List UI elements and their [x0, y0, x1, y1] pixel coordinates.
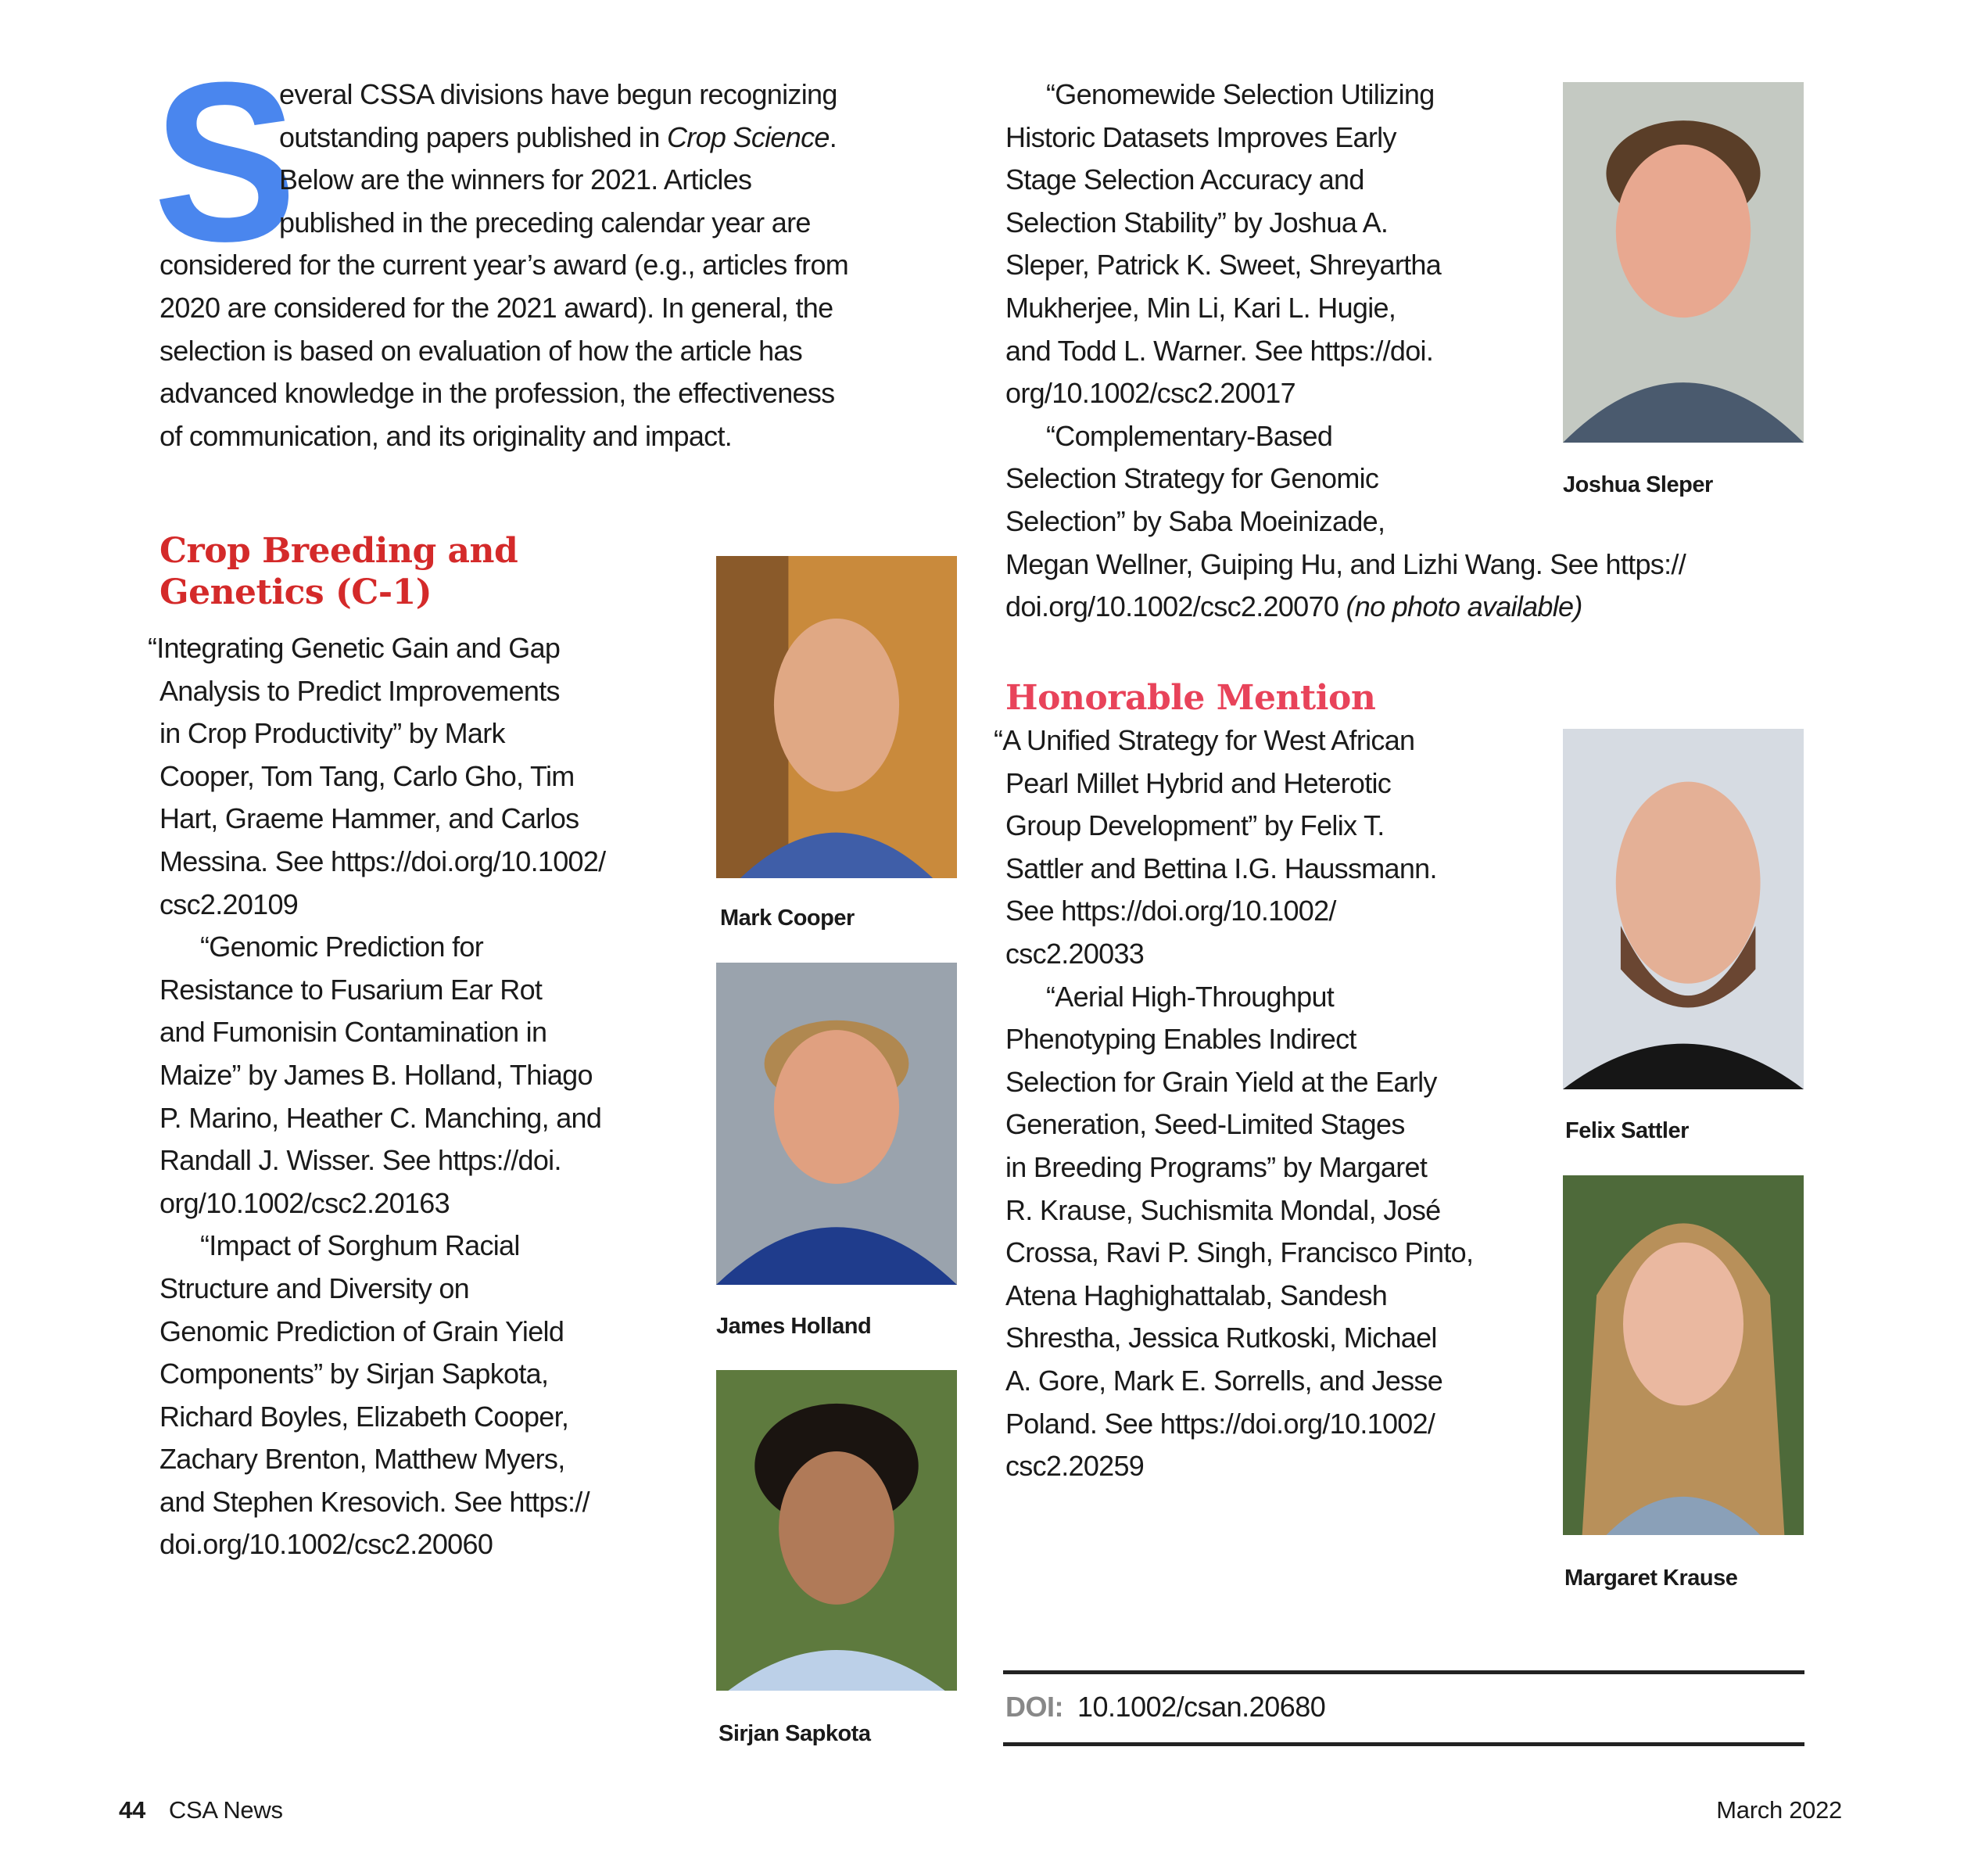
text-segment: outstanding papers published in [279, 120, 667, 153]
text-line: Stage Selection Accuracy and [1005, 163, 1364, 196]
photo-sirjan-sapkota [716, 1370, 957, 1691]
text-line: Atena Haghighattalab, Sandesh [1005, 1279, 1388, 1311]
text-line: A. Gore, Mark E. Sorrells, and Jesse [1005, 1364, 1443, 1397]
text-line: See https://doi.org/10.1002/ [1005, 895, 1336, 927]
text-line: csc2.20259 [1005, 1450, 1145, 1483]
caption-joshua-sleper: Joshua Sleper [1563, 472, 1713, 497]
text-line: Selection for Grain Yield at the Early [1005, 1065, 1437, 1098]
text-line: Poland. See https://doi.org/10.1002/ [1005, 1407, 1435, 1440]
text-line: “Genomewide Selection Utilizing [1046, 78, 1435, 110]
footer-date: March 2022 [1716, 1796, 1842, 1824]
photo-felix-sattler [1563, 729, 1804, 1089]
text-line: “Aerial High-Throughput [1046, 980, 1335, 1013]
photo-james-holland [716, 963, 957, 1285]
text-line: Phenotyping Enables Indirect [1005, 1023, 1356, 1056]
text-line: selection is based on evaluation of how the article has [159, 334, 803, 367]
text-line: Cooper, Tom Tang, Carlo Gho, Tim [159, 759, 575, 792]
text-line: Genomic Prediction of Grain Yield [159, 1315, 564, 1347]
text-line: Messina. See https://doi.org/10.1002/ [159, 845, 606, 877]
text-line: Generation, Seed-Limited Stages [1005, 1108, 1405, 1141]
caption-mark-cooper: Mark Cooper [720, 906, 855, 931]
text-line: doi.org/10.1002/csc2.20060 [159, 1528, 493, 1561]
text-line: Hart, Graeme Hammer, and Carlos [159, 802, 579, 835]
text-line: csc2.20033 [1005, 937, 1145, 970]
text-line: Structure and Diversity on [159, 1272, 469, 1304]
text-line: Selection Strategy for Genomic [1005, 462, 1379, 495]
text-line: published in the preceding calendar year are [279, 206, 811, 239]
doi-top-rule [1003, 1670, 1804, 1674]
text-line: Randall J. Wisser. See https://doi. [159, 1144, 561, 1177]
text-line: “Impact of Sorghum Racial [200, 1229, 520, 1262]
caption-margaret-krause: Margaret Krause [1564, 1566, 1738, 1591]
text-line: Group Development” by Felix T. [1005, 809, 1385, 842]
section-heading-crop-breeding [159, 530, 518, 613]
caption-felix-sattler: Felix Sattler [1565, 1118, 1689, 1143]
footer-left [119, 1796, 283, 1824]
text-line: “A Unified Strategy for West African [994, 724, 1415, 756]
photo-joshua-sleper [1563, 82, 1804, 443]
italic-text: (no photo available) [1346, 590, 1582, 623]
heading-line: Crop Breeding and [159, 531, 518, 571]
italic-text: Crop Science [666, 120, 830, 153]
text-line: org/10.1002/csc2.20163 [159, 1186, 450, 1219]
text-line: “Integrating Genetic Gain and Gap [148, 632, 561, 664]
text-line: and Stephen Kresovich. See https:// [159, 1485, 590, 1518]
caption-sirjan-sapkota: Sirjan Sapkota [719, 1721, 871, 1746]
doi-label: DOI: [1005, 1691, 1063, 1723]
text-line: “Genomic Prediction for [200, 931, 484, 963]
text-line: org/10.1002/csc2.20017 [1005, 377, 1295, 410]
text-line: Selection Stability” by Joshua A. [1005, 206, 1389, 239]
text-line: Zachary Brenton, Matthew Myers, [159, 1443, 565, 1476]
text-segment: . [829, 120, 837, 153]
text-line: Below are the winners for 2021. Articles [279, 163, 752, 196]
text-line [1005, 586, 1686, 629]
caption-james-holland: James Holland [716, 1314, 872, 1339]
doi-line [1005, 1691, 1325, 1724]
publication-name: CSA News [168, 1796, 283, 1824]
text-line [159, 117, 848, 160]
photo-margaret-krause [1563, 1175, 1804, 1535]
text-line: advanced knowledge in the profession, the effectiveness [159, 377, 835, 410]
text-line: Crossa, Ravi P. Singh, Francisco Pinto, [1005, 1236, 1474, 1269]
doi-bottom-rule [1003, 1742, 1804, 1746]
text-line: R. Krause, Suchismita Mondal, José [1005, 1193, 1441, 1226]
heading-line: Genetics (C-1) [159, 572, 432, 612]
section-heading-honorable-mention: Honorable Mention [1005, 678, 1376, 718]
text-line: Richard Boyles, Elizabeth Cooper, [159, 1400, 569, 1433]
page-number: 44 [119, 1796, 145, 1824]
text-line: Sleper, Patrick K. Sweet, Shreyartha [1005, 249, 1442, 282]
text-line: Resistance to Fusarium Ear Rot [159, 973, 543, 1006]
text-line: of communication, and its originality and impact. [159, 419, 733, 452]
text-line: csc2.20109 [159, 888, 299, 920]
text-line: in Breeding Programs” by Margaret [1005, 1150, 1428, 1183]
doi-value[interactable]: 10.1002/csan.20680 [1077, 1691, 1326, 1723]
text-line: Pearl Millet Hybrid and Heterotic [1005, 766, 1392, 799]
text-line: considered for the current year’s award (e.g., articles from [159, 249, 849, 282]
intro-paragraph [159, 74, 848, 457]
honorable-mention-articles [994, 719, 1474, 1488]
text-line: Components” by Sirjan Sapkota, [159, 1358, 549, 1390]
text-segment: doi.org/10.1002/csc2.20070 [1005, 590, 1346, 623]
text-line: in Crop Productivity” by Mark [159, 717, 505, 750]
text-line: Shrestha, Jessica Rutkoski, Michael [1005, 1322, 1437, 1354]
text-line: and Todd L. Warner. See https://doi. [1005, 334, 1434, 367]
photo-mark-cooper [716, 556, 957, 878]
text-line: everal CSSA divisions have begun recognizing [279, 78, 837, 110]
text-line: and Fumonisin Contamination in [159, 1016, 547, 1049]
text-line: Mukherjee, Min Li, Kari L. Hugie, [1005, 291, 1396, 324]
drop-cap: S [153, 35, 297, 289]
text-line: Sattler and Bettina I.G. Haussmann. [1005, 852, 1437, 884]
text-line: Selection” by Saba Moeinizade, [1005, 504, 1385, 537]
text-line: Historic Datasets Improves Early [1005, 120, 1396, 153]
text-line: Megan Wellner, Guiping Hu, and Lizhi Wang. See https:// [1005, 547, 1686, 580]
text-line: “Complementary-Based [1046, 419, 1333, 452]
text-line: P. Marino, Heather C. Manching, and [159, 1101, 602, 1134]
text-line: 2020 are considered for the 2021 award). In general, the [159, 291, 833, 324]
text-line: Maize” by James B. Holland, Thiago [159, 1058, 593, 1091]
text-line: Analysis to Predict Improvements [159, 674, 560, 707]
crop-breeding-articles [148, 627, 606, 1566]
